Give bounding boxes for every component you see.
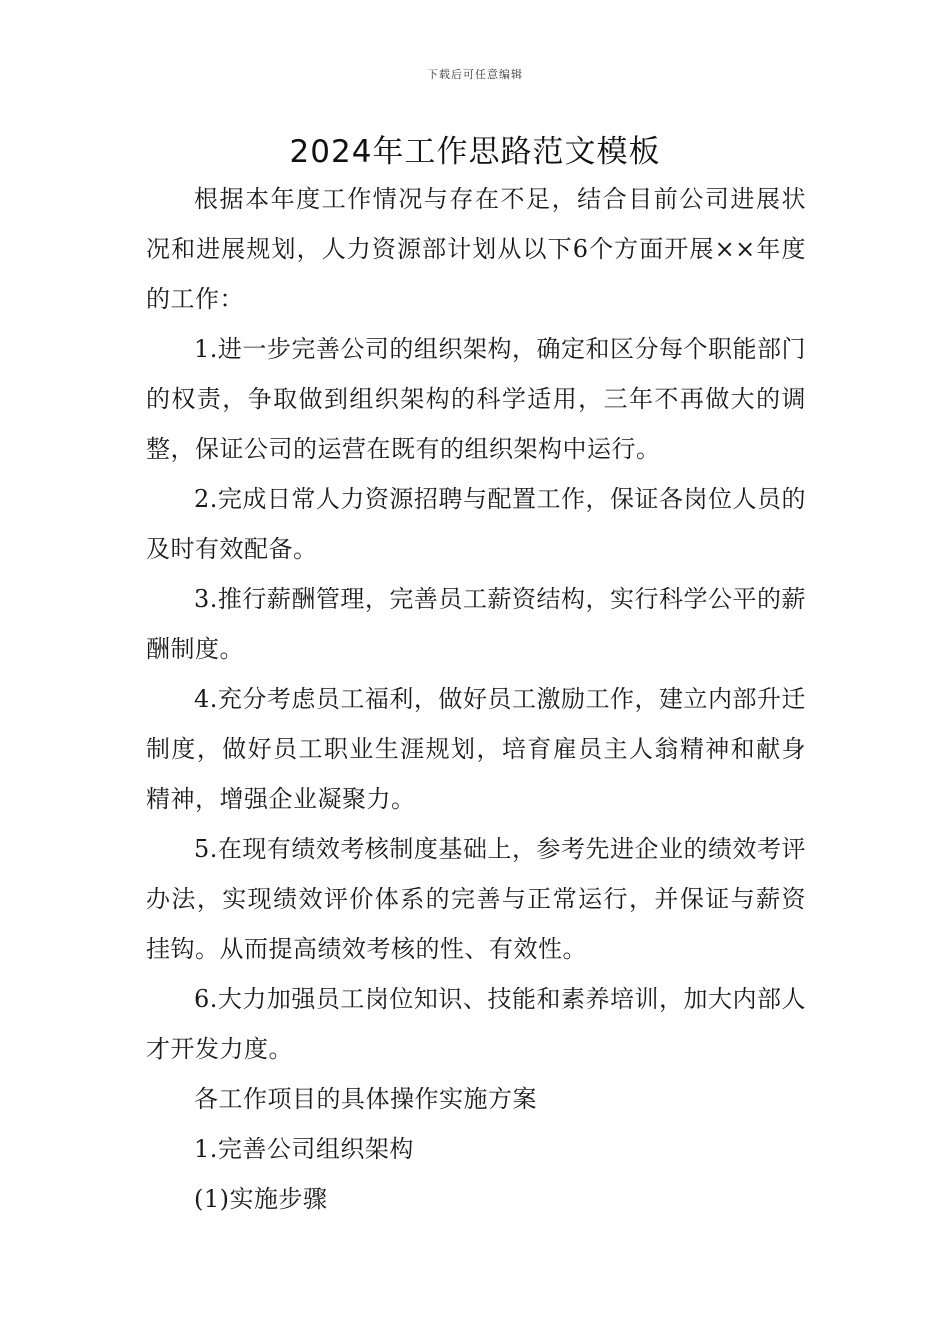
item-6-paragraph: 6.大力加强员工岗位知识、技能和素养培训，加大内部人才开发力度。 [146,985,806,1063]
item-1-paragraph: 1.进一步完善公司的组织架构，确定和区分每个职能部门的权责，争取做到组织架构的科学适用，三年不再做大的调整，保证公司的运营在既有的组织架构中运行。 [146,335,806,463]
item-2-paragraph: 2.完成日常人力资源招聘与配置工作，保证各岗位人员的及时有效配备。 [146,485,806,563]
item-4-paragraph: 4.充分考虑员工福利，做好员工激励工作，建立内部升迁制度，做好员工职业生涯规划，培育雇员主人翁精神和献身精神，增强企业凝聚力。 [146,685,806,813]
item-5-paragraph: 5.在现有绩效考核制度基础上，参考先进企业的绩效考评办法，实现绩效评价体系的完善与正常运行，并保证与薪资挂钩。从而提高绩效考核的性、有效性。 [146,835,806,963]
intro-paragraph: 根据本年度工作情况与存在不足，结合目前公司进展状况和进展规划，人力资源部计划从以下6个方面开展××年度的工作： [146,185,806,313]
item-3-paragraph: 3.推行薪酬管理，完善员工薪资结构，实行科学公平的薪酬制度。 [146,585,806,663]
document-title: 2024年工作思路范文模板 [289,134,661,170]
document-body [146,174,806,1224]
step-heading: (1)实施步骤 [194,1185,328,1213]
header-note: 下载后可任意编辑 [427,68,523,81]
subsection-heading: 1.完善公司组织架构 [194,1135,414,1163]
section-heading: 各工作项目的具体操作实施方案 [194,1085,537,1113]
